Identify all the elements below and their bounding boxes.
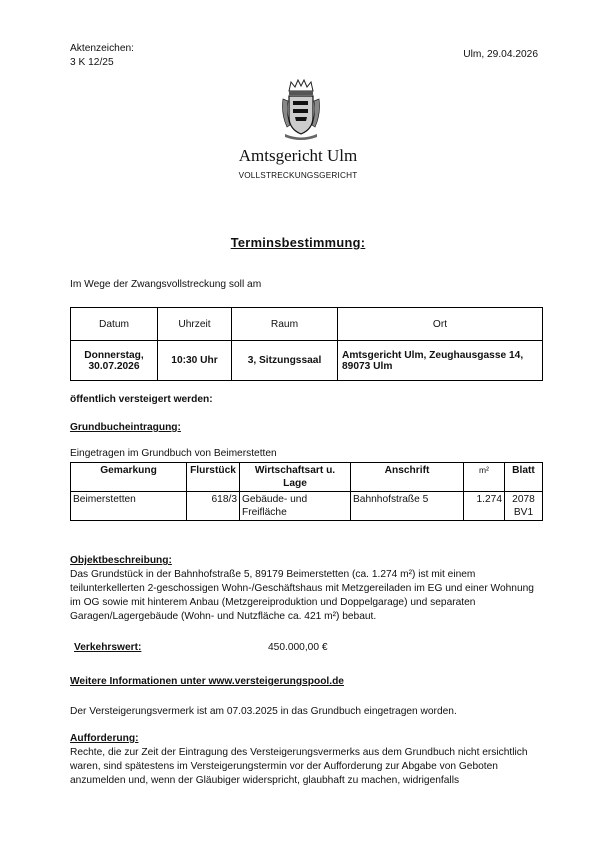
verkehrswert-value: 450.000,00 € [268,642,328,653]
aktenzeichen-value: 3 K 12/25 [70,57,114,68]
termin-ort: Amtsgericht Ulm, Zeughausgasse 14, 89073 Ulm [338,341,543,381]
table-row [71,492,543,521]
termin-uhrzeit: 10:30 Uhr [158,341,232,381]
vermerk-text: Der Versteigerungsvermerk ist am 07.03.2025 in das Grundbuch eingetragen worden. [70,706,457,717]
header-uhrzeit: Uhrzeit [158,308,232,341]
gemarkung-value: Beimerstetten [71,492,187,521]
m2-value: 1.274 [464,492,505,521]
court-name: Amtsgericht Ulm [238,146,358,165]
termin-datum: Donnerstag, 30.07.2026 [71,341,158,381]
auction-statement: öffentlich versteigert werden: [70,394,213,405]
table-row [71,341,543,381]
place-date: Ulm, 29.04.2026 [463,49,538,60]
termin-table [70,307,543,381]
header-m2: m² [464,463,505,492]
table-header-row [71,463,543,492]
verkehrswert-label: Verkehrswert: [74,642,142,653]
document-title: Terminsbestimmung: [230,235,366,250]
coat-of-arms-icon [281,79,321,141]
grundbuch-intro: Eingetragen im Grundbuch von Beimerstetten [70,448,277,459]
termin-raum: 3, Sitzungssaal [232,341,338,381]
blatt-value: 2078 BV1 [505,492,543,521]
header-wirtschaftsart: Wirtschaftsart u. Lage [240,463,351,492]
table-header-row [71,308,543,341]
header-gemarkung: Gemarkung [71,463,187,492]
anschrift-value: Bahnhofstraße 5 [351,492,464,521]
intro-text: Im Wege der Zwangsvollstreckung soll am [70,279,262,290]
grundbuch-heading: Grundbucheintragung: [70,422,181,433]
info-link[interactable]: Weitere Informationen unter www.versteigerungspool.de [70,676,344,687]
header-ort: Ort [338,308,543,341]
case-reference [70,42,134,70]
objekt-text: Das Grundstück in der Bahnhofstraße 5, 89179 Beimerstetten (ca. 1.274 m²) ist mit einem teilunterkellerten 2-geschossigen Wohn-/Geschäftshaus mit Metzgereiladen im EG und einer Wohnung im OG sowie mit hinterem Anbau (Metzgereiproduktion und Doppelgarage) und separaten Garagen/Lagergebäude (Wohn- und Nutzfläche ca. 421 m²) bebaut. [70,569,534,622]
aktenzeichen-label: Aktenzeichen: [70,43,134,54]
objekt-heading: Objektbeschreibung: [70,555,172,566]
aufforderung-text: Rechte, die zur Zeit der Eintragung des Versteigerungsvermerks aus dem Grundbuch nicht ersichtlich waren, sind spätestens im Versteigerungstermin vor der Aufforderung zur Abgabe von Geboten anzumelden und, wenn der Gläubiger widerspricht, glaubhaft zu machen, widrigenfalls [70,747,528,786]
header-flurstueck: Flurstück [187,463,240,492]
header-anschrift: Anschrift [351,463,464,492]
header-blatt: Blatt [505,463,543,492]
flurstueck-value: 618/3 [187,492,240,521]
court-subtitle: VOLLSTRECKUNGSGERICHT [238,171,358,180]
header-raum: Raum [232,308,338,341]
wirtschaftsart-value: Gebäude- und Freifläche [240,492,351,521]
aufforderung-heading: Aufforderung: [70,733,139,744]
grundbuch-table [70,462,543,521]
header-datum: Datum [71,308,158,341]
